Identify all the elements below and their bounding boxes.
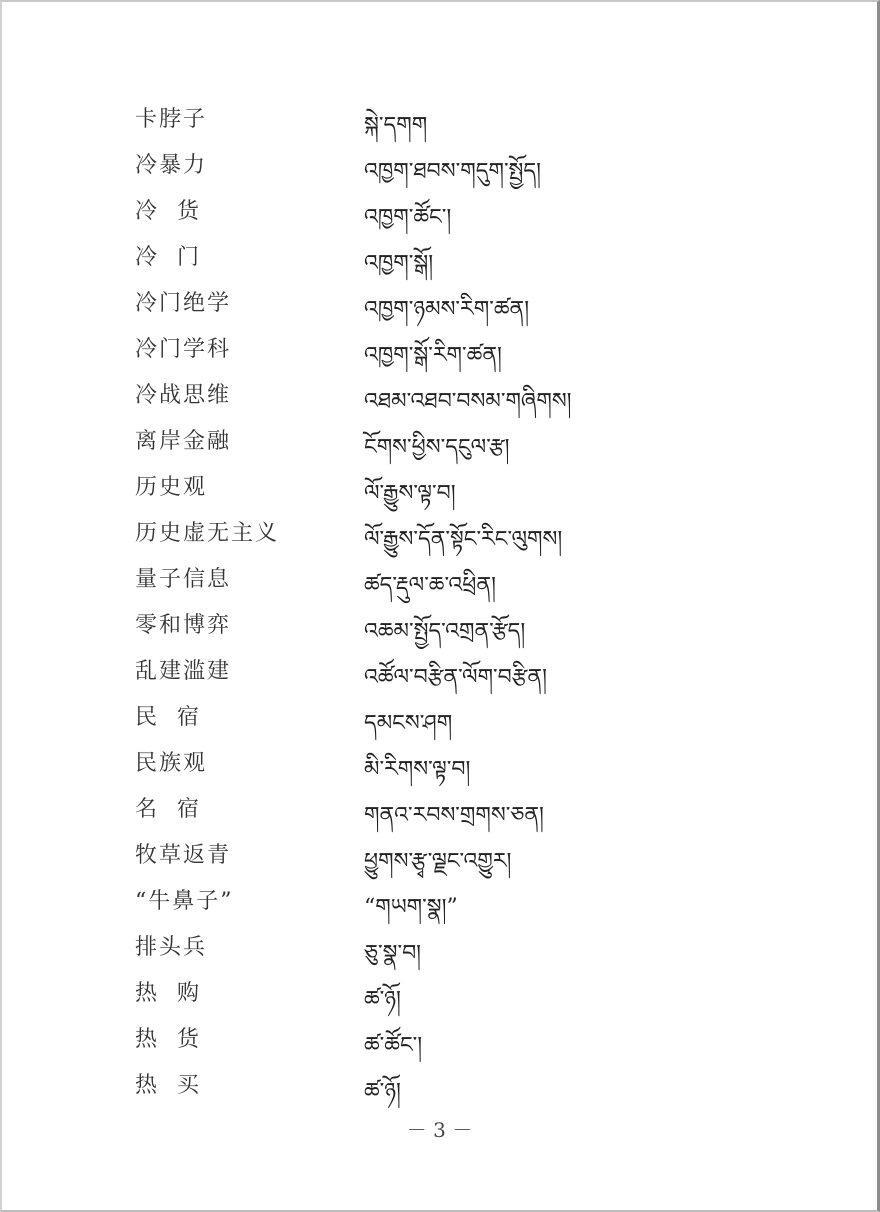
tibetan-term: ཅུ་སྣ་བ། [364,941,422,966]
chinese-term: 名 宿 [135,797,201,822]
page-number: － 3 － [406,1118,473,1142]
tibetan-term: ཚད་རྡུལ་ཆ་འཕྲིན། [364,573,496,598]
glossary-entry [2,144,877,182]
glossary-entry [2,98,877,136]
tibetan-term: འཁྱག་སྒོ། [364,251,434,276]
tibetan-term: དམངས་ཤག [364,711,453,736]
glossary-entry [2,742,877,780]
tibetan-term: འཚོལ་བརྩིན་ལོག་བརྩིན། [364,665,547,690]
tibetan-term: ལོ་རྒྱུས་དོན་སྟོང་རིང་ལུགས། [364,527,563,552]
glossary-entry [2,558,877,596]
chinese-term: 历史虚无主义 [135,521,280,546]
glossary-entry [2,1064,877,1102]
tibetan-term: ཚ་ཉོ། [364,1079,401,1104]
glossary-entry [2,604,877,642]
chinese-term: 零和博弈 [135,613,232,638]
chinese-term: 热 购 [135,981,201,1006]
chinese-term: 热 货 [135,1027,201,1052]
chinese-term: 量子信息 [135,567,232,592]
glossary-entry [2,466,877,504]
chinese-term: “牛鼻子” [135,889,234,914]
glossary-entry [2,236,877,274]
chinese-term: 民 宿 [135,705,201,730]
tibetan-term: ཕྱུགས་རྩྭ་ལྗང་འགྱུར། [364,849,512,874]
glossary-entry [2,696,877,734]
chinese-term: 冷门学科 [135,337,232,362]
tibetan-term: འཁྱག་ཉམས་རིག་ཚན། [364,297,530,322]
glossary-entry [2,1018,877,1056]
tibetan-term: འཁྱག་ཐབས་གདུག་སྤྱོད། [364,159,542,184]
glossary-entry [2,788,877,826]
chinese-term: 冷 门 [135,245,201,270]
glossary-entry [2,190,877,228]
tibetan-term: འཁྱག་སྒོ་རིག་ཚན། [364,343,502,368]
chinese-term: 冷 货 [135,199,201,224]
chinese-term: 冷门绝学 [135,291,232,316]
tibetan-term: འཆམ་སྤྱོད་འགྲན་རྩོད། [364,619,526,644]
tibetan-term: གནའ་རབས་གྲགས་ཅན། [364,803,544,828]
tibetan-term: ལོ་རྒྱུས་ལྟ་བ། [364,481,456,506]
glossary-entry [2,512,877,550]
glossary-entry [2,834,877,872]
tibetan-term: སྐེ་དགག [364,113,428,138]
glossary-entry [2,926,877,964]
glossary-entry [2,328,877,366]
glossary-entry [2,972,877,1010]
tibetan-term: ཚ་ཚོང་། [364,1033,423,1058]
glossary-entry [2,374,877,412]
tibetan-term: “གཡག་སྣ།” [364,895,458,920]
chinese-term: 卡脖子 [135,107,208,132]
glossary-entry [2,650,877,688]
chinese-term: 冷战思维 [135,383,232,408]
glossary-entry [2,880,877,918]
chinese-term: 离岸金融 [135,429,232,454]
chinese-term: 牧草返青 [135,843,232,868]
glossary-entry [2,420,877,458]
chinese-term: 热 买 [135,1073,201,1098]
tibetan-term: འཁྱག་ཚོང་། [364,205,452,230]
tibetan-term: མི་རིགས་ལྟ་བ། [364,757,471,782]
chinese-term: 民族观 [135,751,208,776]
chinese-term: 排头兵 [135,935,208,960]
chinese-term: 乱建滥建 [135,659,232,684]
glossary-entry [2,282,877,320]
chinese-term: 冷暴力 [135,153,208,178]
tibetan-term: ངོགས་ཕྱིས་དངུལ་རྩ། [364,435,510,460]
chinese-term: 历史观 [135,475,208,500]
tibetan-term: འཐམ་འཐབ་བསམ་གཞིགས། [364,389,572,414]
tibetan-term: ཚ་ཉོ། [364,987,401,1012]
